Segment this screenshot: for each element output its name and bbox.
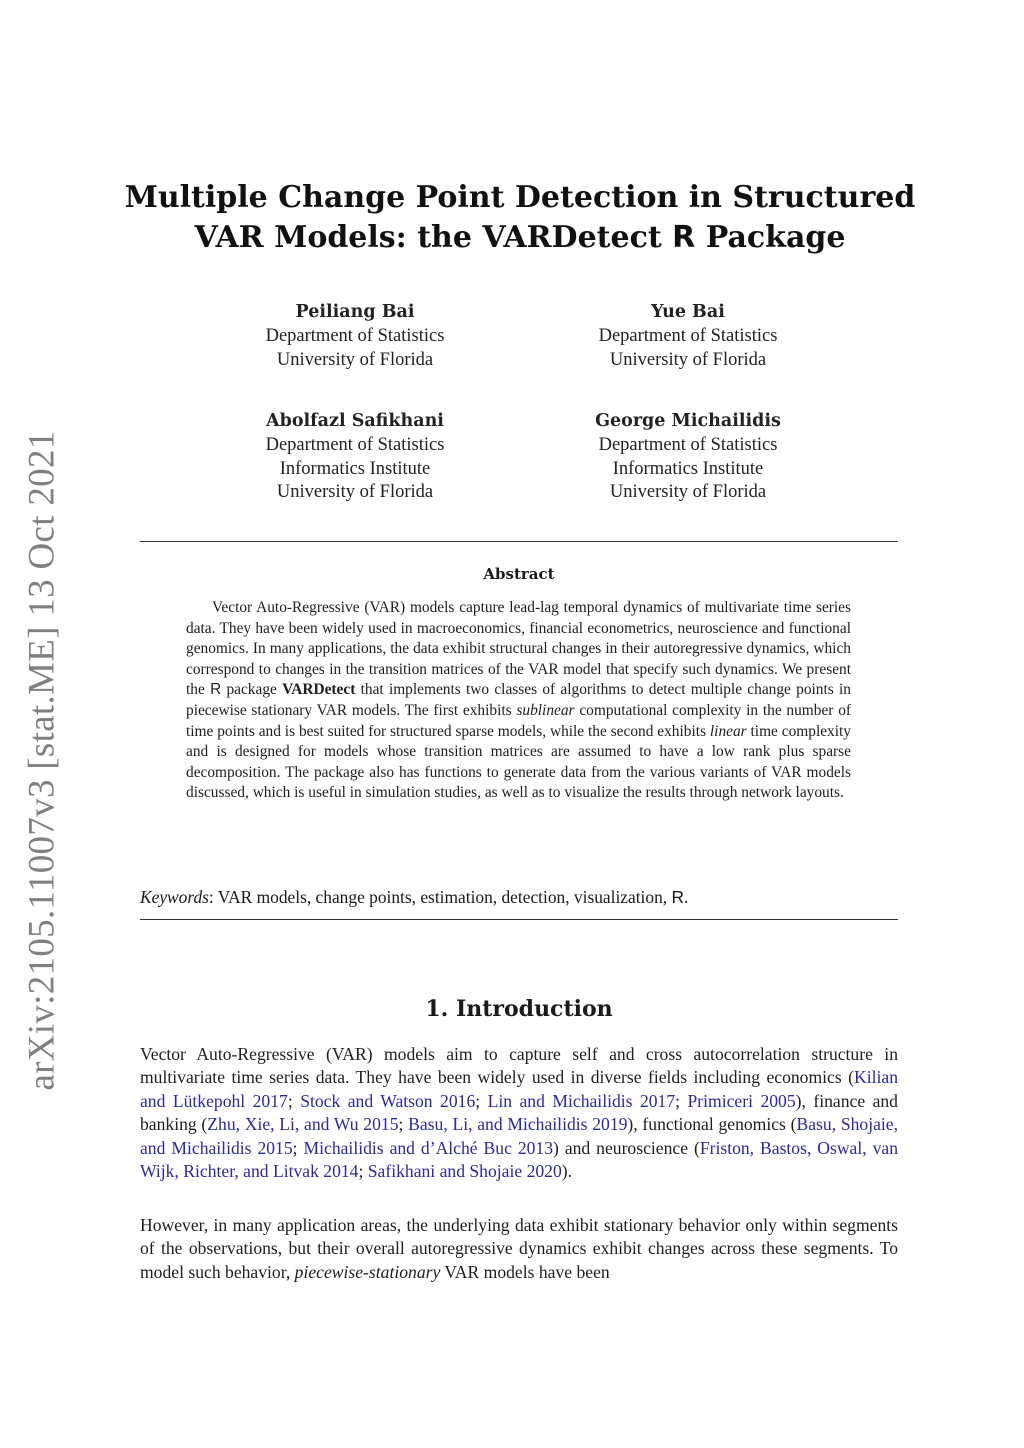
title-line-2	[120, 218, 920, 258]
emphasis-piecewise-stationary: piecewise-stationary	[294, 1261, 441, 1282]
author-affiliation: Department of Statistics	[598, 435, 778, 455]
abstract-text: Vector Auto-Regressive (VAR) models capture lead-lag temporal dynamics of multivariate time series data. They have been widely used in macroeconomics, financial econometrics, neuroscience and functional genomics. In many applications, the data exhibit structural changes in their autoregressive dynamics, which correspond to changes in the transition matrices of the VAR model that specify such dynamics. We present the R package VARDetect that implements two classes of algorithms to detect multiple change points in piecewise stationary VAR models. The first exhibits sublinear computational complexity in the number of time points and is best suited for structured sparse models, while the second exhibits linear time complexity and is designed for models whose transition matrices are assumed to have a low rank plus sparse decomposition. The package also has functions to generate data from the various variants of VAR models discussed, which is useful in simulation studies, as well as to visualize the results through network layouts.	[186, 599, 852, 802]
emphasis-sublinear: sublinear	[516, 701, 575, 719]
top-divider	[140, 541, 898, 542]
keywords-line: Keywords: VAR models, change points, estimation, detection, visualization, R.	[140, 887, 689, 907]
citation-link[interactable]: Basu, Li, and Michailidis 2019	[408, 1114, 628, 1135]
author-name: Yue Bai	[651, 302, 725, 322]
author-affiliation: Department of Statistics	[265, 326, 445, 346]
citation-link[interactable]: Zhu, Xie, Li, and Wu 2015	[207, 1114, 399, 1135]
author-name: Peiliang Bai	[295, 302, 415, 322]
author-affiliation: Department of Statistics	[265, 435, 445, 455]
author-affiliation: Department of Statistics	[598, 326, 778, 346]
paper-title	[120, 178, 920, 258]
author-block-1	[195, 300, 515, 372]
abstract-heading: Abstract	[483, 565, 555, 583]
intro-paragraph-1: Vector Auto-Regressive (VAR) models aim to capture self and cross autocorrelation structure in multivariate time series data. They have been widely used in diverse fields including economics (Kilian and Lütkepohl 2017; Stock and Watson 2016; Lin and Michailidis 2017; Primiceri 2005), finance and banking (Zhu, Xie, Li, and Wu 2015; Basu, Li, and Michailidis 2019), functional genomics (Basu, Shojaie, and Michailidis 2015; Michailidis and d’Alché Buc 2013) and neuroscience (Friston, Bastos, Oswal, van Wijk, Richter, and Litvak 2014; Safikhani and Shojaie 2020).	[140, 1044, 898, 1182]
author-affiliation: University of Florida	[276, 482, 434, 502]
citation-link[interactable]: Primiceri 2005	[687, 1090, 796, 1111]
author-affiliation: University of Florida	[276, 349, 434, 370]
citation-link[interactable]: Stock and Watson 2016	[300, 1090, 476, 1111]
author-block-2	[528, 300, 848, 372]
title-line-1: Multiple Change Point Detection in Structured	[124, 180, 916, 215]
arxiv-identifier-stamp	[21, 429, 63, 1091]
author-block-3	[195, 409, 515, 505]
citation-link[interactable]: Kilian and Lütkepohl 2017	[140, 1067, 898, 1111]
author-affiliation: Informatics Institute	[612, 458, 764, 479]
section-heading-introduction: 1. Introduction	[425, 996, 613, 1022]
citation-link[interactable]: Michailidis and d’Alché Buc 2013	[303, 1137, 554, 1158]
author-name: Abolfazl Safikhani	[266, 411, 444, 431]
author-name: George Michailidis	[595, 411, 781, 431]
title-line-2-end: Package	[695, 220, 846, 255]
r-language-mark: R	[671, 887, 685, 907]
author-affiliation: University of Florida	[609, 349, 767, 370]
emphasis-linear: linear	[709, 722, 747, 740]
author-block-4	[528, 409, 848, 505]
r-language-mark: R	[672, 220, 696, 255]
title-line-2-start: VAR Models: the VARDetect	[194, 220, 673, 255]
author-affiliation: Informatics Institute	[279, 458, 431, 479]
bottom-divider	[140, 919, 898, 920]
keywords-label: Keywords	[140, 887, 209, 907]
citation-link[interactable]: Safikhani and Shojaie 2020	[367, 1161, 562, 1182]
citation-link[interactable]: Lin and Michailidis 2017	[487, 1090, 676, 1111]
citation-link[interactable]: Basu, Shojaie, and Michailidis 2015	[140, 1114, 898, 1158]
r-language-mark: R	[210, 681, 222, 699]
citation-link[interactable]: Friston, Bastos, Oswal, van Wijk, Richter, and Litvak 2014	[140, 1137, 898, 1182]
package-name: VARDetect	[282, 681, 356, 699]
author-affiliation: University of Florida	[609, 482, 767, 502]
arxiv-id-text: arXiv:2105.11007v3 [stat.ME] 13 Oct 2021	[21, 429, 63, 1091]
intro-paragraph-2: However, in many application areas, the underlying data exhibit stationary behavior only within segments of the observations, but their overall autoregressive dynamics exhibit changes across these segments. To model such behavior, piecewise-stationary VAR models have been	[140, 1215, 898, 1282]
